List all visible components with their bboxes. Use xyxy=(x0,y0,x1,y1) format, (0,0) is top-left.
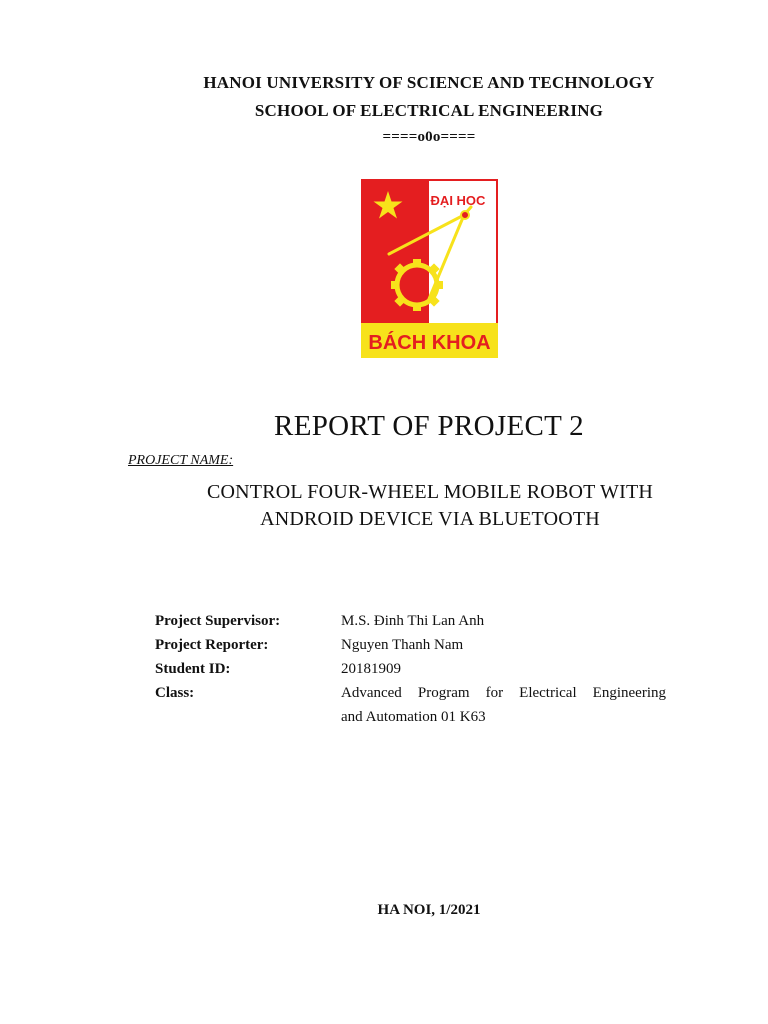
student-id-label: Student ID: xyxy=(155,661,231,677)
report-title: REPORT OF PROJECT 2 xyxy=(274,410,584,442)
supervisor-label: Project Supervisor: xyxy=(155,613,281,629)
student-id-value: 20181909 xyxy=(341,661,401,677)
class-label: Class: xyxy=(155,685,195,701)
class-value-line-1: Advanced Program for Electrical Engineering xyxy=(341,685,666,701)
class-value xyxy=(341,681,666,729)
logo-bottom-text: BÁCH KHOA xyxy=(368,332,491,354)
project-name-line-1: CONTROL FOUR-WHEEL MOBILE ROBOT WITH xyxy=(206,481,654,503)
project-name-label: PROJECT NAME: xyxy=(128,453,234,468)
reporter-value: Nguyen Thanh Nam xyxy=(341,637,464,653)
university-name: HANOI UNIVERSITY OF SCIENCE AND TECHNOLOGY xyxy=(203,73,655,92)
logo-top-text: ĐẠI HỌC xyxy=(430,193,486,208)
reporter-label: Project Reporter: xyxy=(155,637,269,653)
supervisor-value: M.S. Đinh Thi Lan Anh xyxy=(341,613,485,629)
university-logo xyxy=(361,179,498,358)
place-date: HA NOI, 1/2021 xyxy=(377,902,481,918)
project-name xyxy=(0,479,768,533)
class-value-line-2: and Automation 01 K63 xyxy=(341,709,486,725)
project-name-line-2: ANDROID DEVICE VIA BLUETOOTH xyxy=(260,508,600,530)
header-separator: ====o0o==== xyxy=(382,129,476,145)
school-name: SCHOOL OF ELECTRICAL ENGINEERING xyxy=(254,101,604,120)
